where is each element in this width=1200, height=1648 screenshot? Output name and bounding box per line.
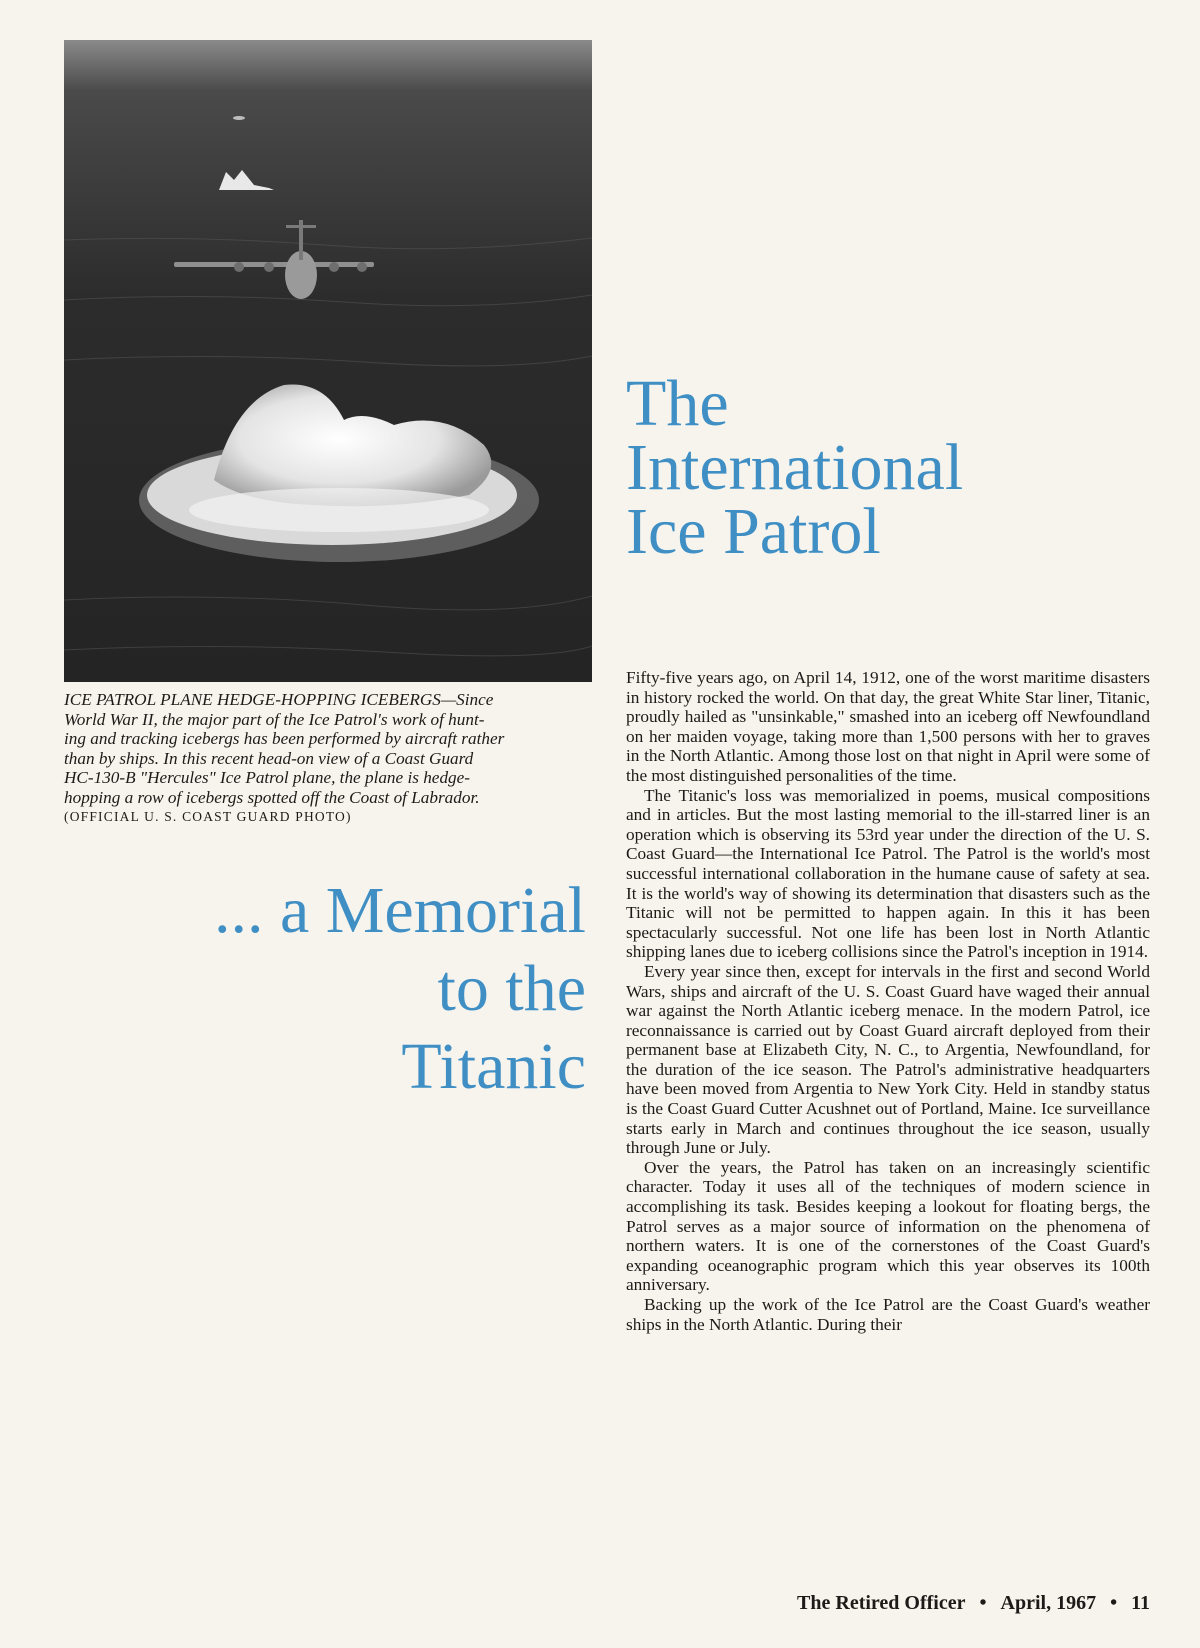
caption-line: ing and tracking icebergs has been performed by aircraft rather [64,729,505,748]
caption-line: ICE PATROL PLANE HEDGE-HOPPING ICEBERGS—Since [64,690,494,709]
paragraph: Every year since then, except for intervals in the first and second World Wars, ships and aircraft of the U. S. Coast Guard have waged their annual war against the North Atlantic iceberg menace. In the modern Patrol, ice reconnaissance is carried out by Coast Guard aircraft deployed from their permanent base at Elizabeth City, N. C., to Argentia, Newfoundland, for the duration of the ice season. The Patrol's administrative headquarters have been moved from Argentia to New York City. Held in standby status is the Coast Guard Cutter Acushnet out of Portland, Maine. Ice surveillance starts early in March and continues throughout the ice season, usually through June or July. [626,961,1150,1158]
caption-line: World War II, the major part of the Ice Patrol's work of hunt- [64,709,485,729]
subtitle-line: to the [437,952,586,1025]
subtitle [120,872,586,1106]
distant-ship [233,116,245,120]
footer-separator: • [1110,1592,1118,1614]
ice-patrol-photo [64,40,592,682]
sea-surface [64,40,592,682]
footer-separator: • [979,1592,987,1614]
title-line: Ice Patrol [626,495,881,568]
title-line: International [626,431,964,504]
subtitle-line: Titanic [401,1030,586,1103]
article-body [626,668,1150,1334]
caption-line: than by ships. In this recent head-on view of a Coast Guard [64,748,474,768]
issue-date: April, 1967 [1000,1592,1097,1614]
paragraph: Over the years, the Patrol has taken on an increasingly scientific character. Today it uses all of the techniques of modern science in accomplishing its task. Besides keeping a lookout for floating bergs, the Patrol serves as a major source of information on the phenomena of northern waters. It is one of the cornerstones of the Coast Guard's expanding oceanographic program which this year observes its 100th anniversary. [626,1157,1150,1295]
aerial-sea-illustration [64,40,592,682]
photo-credit: (OFFICIAL U. S. COAST GUARD PHOTO) [64,809,352,824]
subtitle-line: ... a Memorial [213,874,586,947]
article-title [626,367,1146,568]
publication-name: The Retired Officer [797,1592,966,1614]
paragraph: The Titanic's loss was memorialized in poems, musical compositions and in articles. But the most lasting memorial to the ill-starred liner is an operation which is observing its 53rd year under the direction of the U. S. Coast Guard—the International Ice Patrol. The Patrol is the world's most successful international collaboration in the humane cause of safety at sea. It is the world's way of showing its determination that disasters such as the Titanic will not be permitted to happen again. In this it has been spectacularly successful. Not one life has been lost in North Atlantic shipping lanes due to iceberg collisions since the Patrol's inception in 1914. [626,785,1150,962]
paragraph: Backing up the work of the Ice Patrol are the Coast Guard's weather ships in the North Atlantic. During their [626,1295,1150,1334]
caption-line: HC-130-B "Hercules" Ice Patrol plane, the plane is hedge- [64,768,470,787]
caption-line: hopping a row of icebergs spotted off the Coast of Labrador. [64,787,480,807]
photo-caption [64,690,588,827]
page-number: 11 [1131,1592,1150,1614]
page-footer [700,1592,1150,1615]
paragraph: Fifty-five years ago, on April 14, 1912, one of the worst maritime disasters in history rocked the world. On that day, the great White Star liner, Titanic, proudly hailed as "unsinkable," smashed into an iceberg off Newfoundland on her maiden voyage, taking more than 1,500 persons with her to graves in the North Atlantic. Among those lost on that night in April were some of the most distinguished personalities of the time. [626,668,1150,785]
title-line: The [626,367,729,440]
